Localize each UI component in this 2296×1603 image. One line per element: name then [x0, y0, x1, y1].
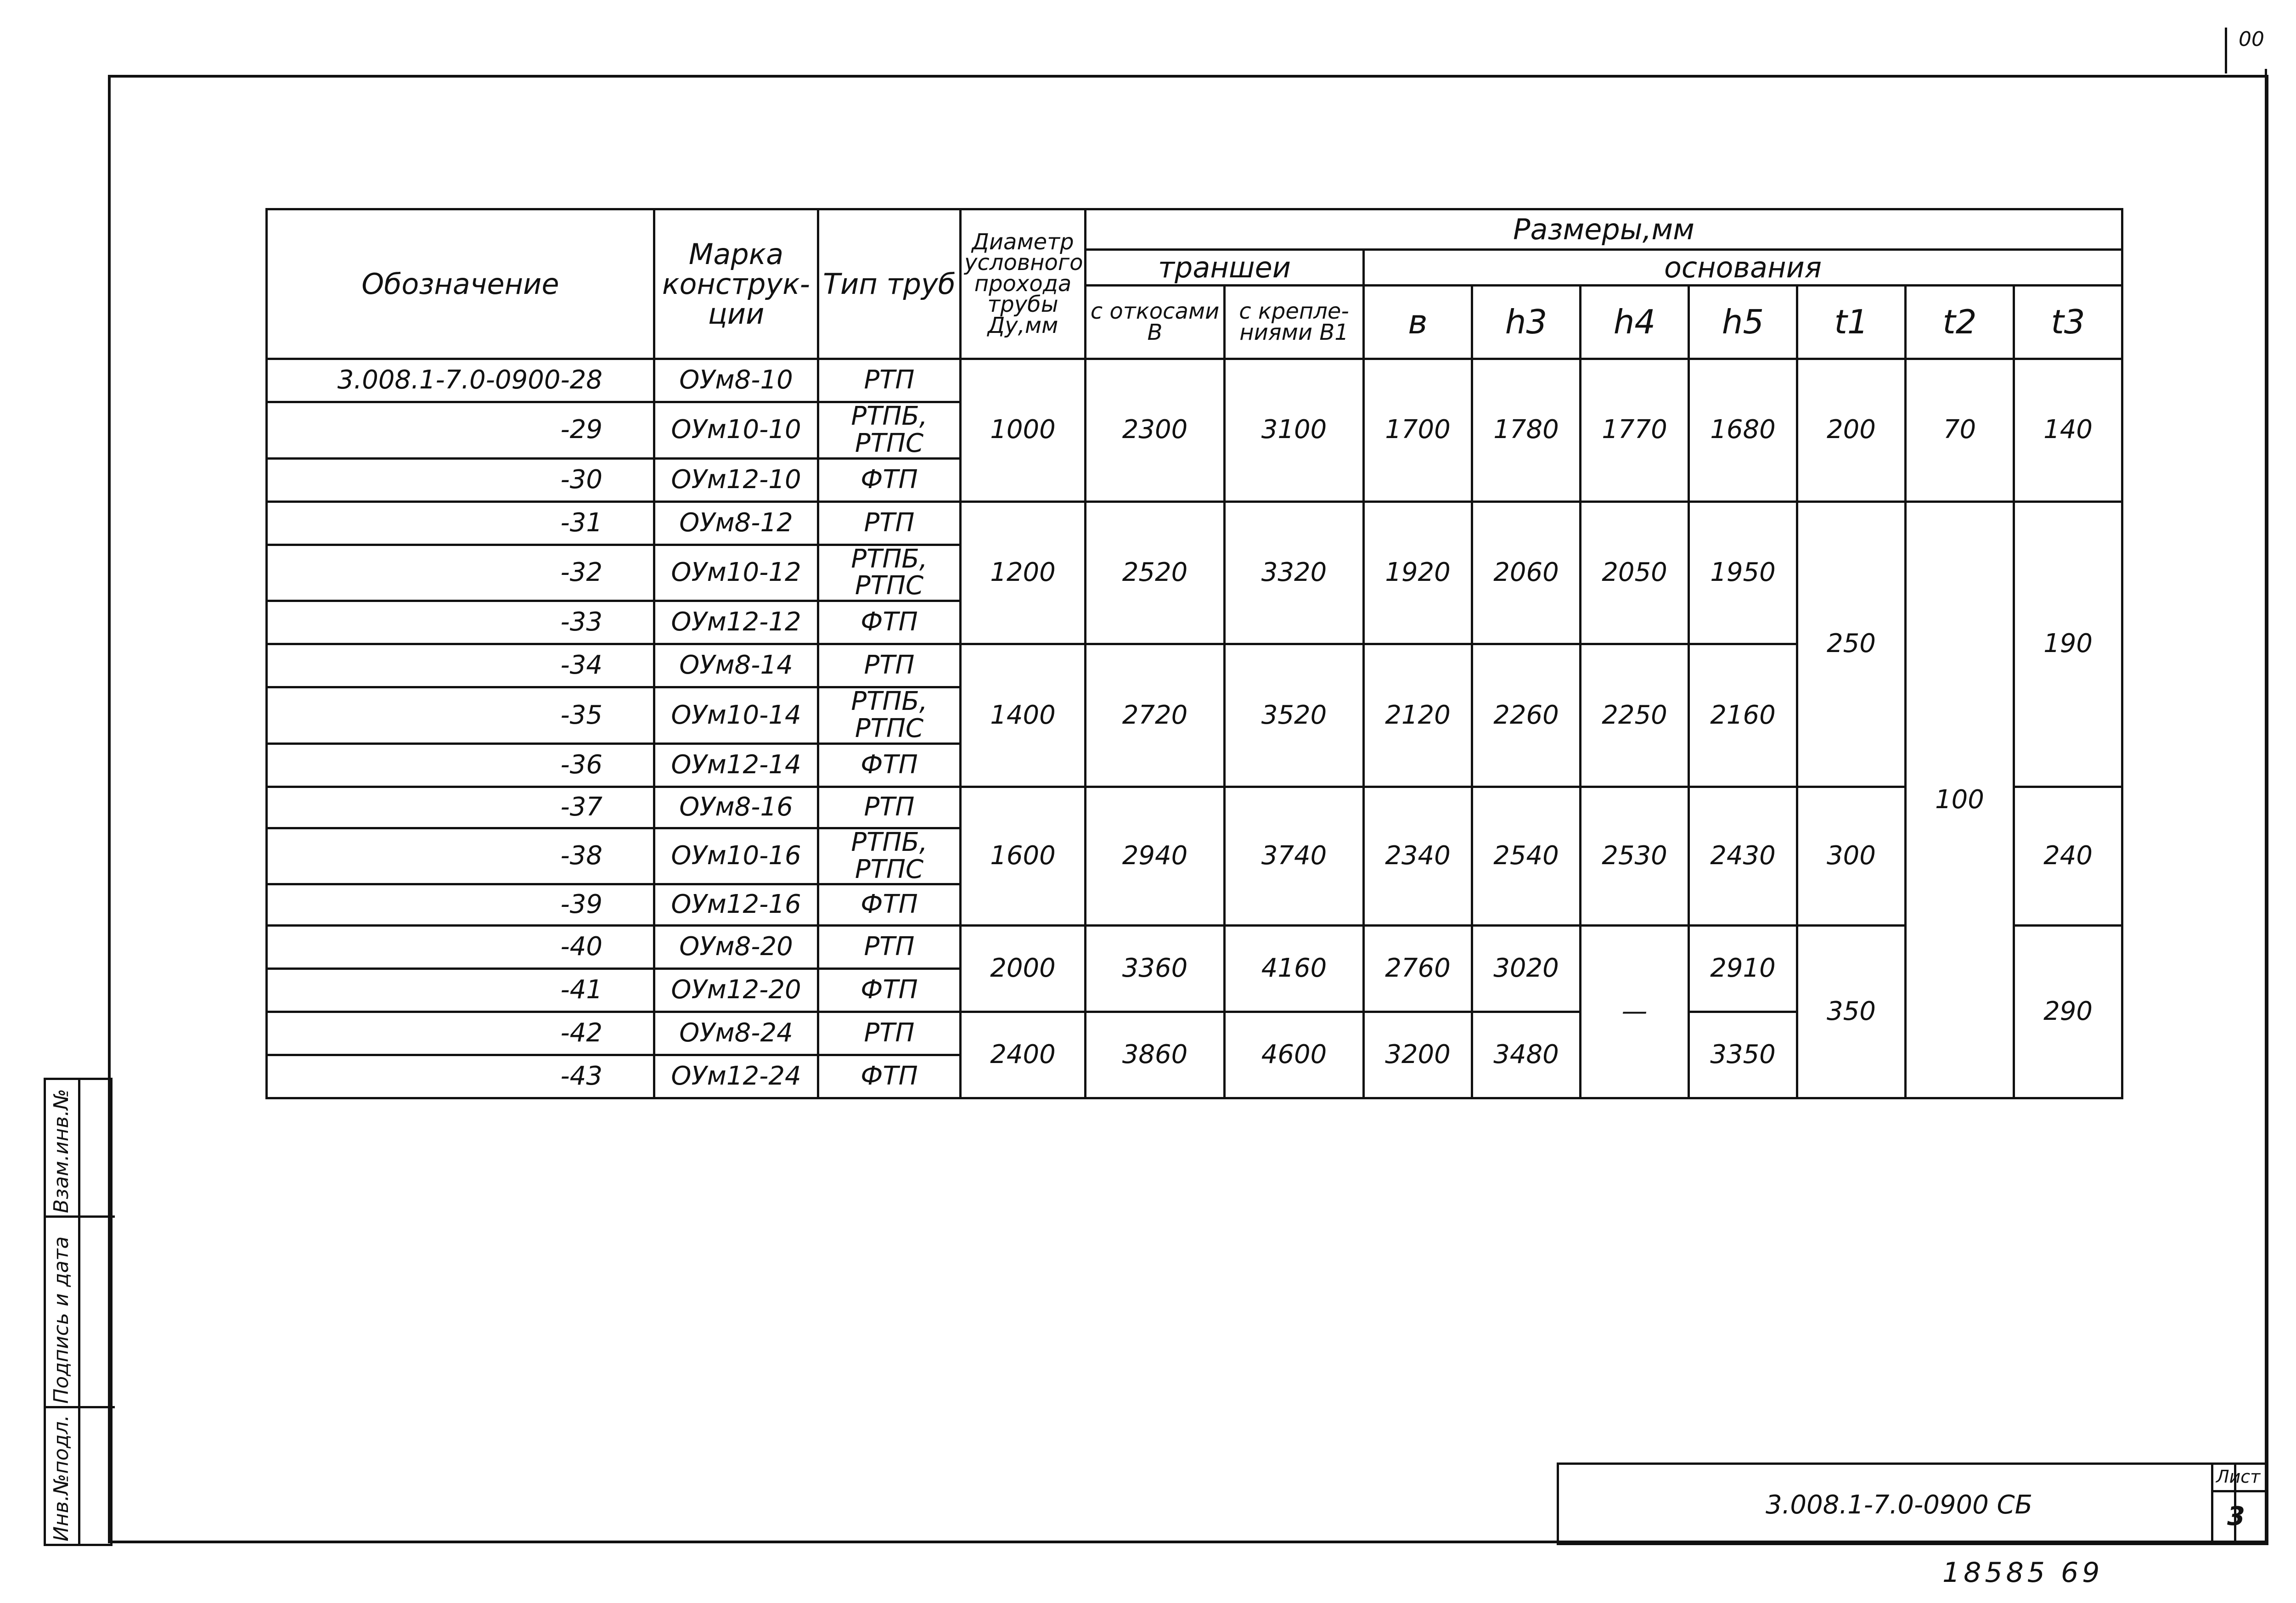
row-type: ФТП — [818, 458, 961, 501]
row-code: 3.008.1-7.0-0900-28 — [267, 359, 654, 402]
row-mark: ОУм12-16 — [654, 884, 818, 926]
sheet-separator — [2213, 1490, 2266, 1492]
header-t3: t3 — [2014, 286, 2122, 359]
header-t1: t1 — [1797, 286, 1906, 359]
sheet-box — [2211, 1462, 2268, 1545]
header-trench-fasteners: с крепле- ниями В1 — [1225, 286, 1364, 359]
row-mark: ОУм8-10 — [654, 359, 818, 402]
row-type: РТПБ, РТПС — [818, 402, 961, 459]
row-type: РТП — [818, 1012, 961, 1055]
cell-dn: 2400 — [961, 1012, 1086, 1098]
side-stamp-inv-label: Инв.№подл. — [50, 1415, 73, 1541]
row-mark: ОУм12-20 — [654, 969, 818, 1012]
row-code: -37 — [267, 787, 654, 828]
cell-h4: 2050 — [1581, 501, 1689, 644]
row-type: РТПБ, РТПС — [818, 687, 961, 744]
cell-h5: 1950 — [1689, 501, 1797, 644]
cell-b: 1920 — [1364, 501, 1472, 644]
row-code: -43 — [267, 1055, 654, 1098]
cell-dn: 1600 — [961, 787, 1086, 926]
cell-h3: 2260 — [1472, 644, 1581, 787]
cell-t1: 200 — [1797, 359, 1906, 502]
cell-B1: 3520 — [1225, 644, 1364, 787]
row-code: -31 — [267, 501, 654, 545]
cell-B1: 4600 — [1225, 1012, 1364, 1098]
cell-b: 3200 — [1364, 1012, 1472, 1098]
sheet-number: 3 — [2227, 1502, 2245, 1531]
cell-h3: 3480 — [1472, 1012, 1581, 1098]
cell-h4: 2530 — [1581, 787, 1689, 926]
title-block — [1557, 1462, 2236, 1545]
cell-t2: 70 — [1906, 359, 2014, 502]
cell-h3: 2060 — [1472, 501, 1581, 644]
cell-t1: 350 — [1797, 926, 1906, 1098]
row-mark: ОУм10-12 — [654, 545, 818, 601]
row-code: -34 — [267, 644, 654, 687]
side-stamp-signature-label: Подпись и дата — [50, 1236, 73, 1404]
header-h3: h3 — [1472, 286, 1581, 359]
table-row — [267, 501, 2122, 545]
side-stamp — [44, 1078, 113, 1546]
row-code: -32 — [267, 545, 654, 601]
row-code: -39 — [267, 884, 654, 926]
row-type: ФТП — [818, 884, 961, 926]
cell-B1: 3740 — [1225, 787, 1364, 926]
cell-b: 2340 — [1364, 787, 1472, 926]
cell-h5: 3350 — [1689, 1012, 1797, 1098]
cell-dn: 2000 — [961, 926, 1086, 1012]
cell-t3: 190 — [2014, 501, 2122, 787]
handwritten-note: 18585 69 — [1942, 1557, 2104, 1589]
row-code: -35 — [267, 687, 654, 744]
cell-B: 3360 — [1086, 926, 1225, 1012]
header-t2: t2 — [1906, 286, 2014, 359]
frame-right-line — [2265, 69, 2267, 1543]
row-code: -42 — [267, 1012, 654, 1055]
row-code: -41 — [267, 969, 654, 1012]
header-pipe-type: Тип труб — [818, 209, 961, 359]
row-code: -30 — [267, 458, 654, 501]
sheet-label: Лист — [2216, 1467, 2261, 1487]
cell-h5: 2910 — [1689, 926, 1797, 1012]
header-h4: h4 — [1581, 286, 1689, 359]
cell-B1: 4160 — [1225, 926, 1364, 1012]
cell-t3: 290 — [2014, 926, 2122, 1098]
header-h5: h5 — [1689, 286, 1797, 359]
header-trench: траншеи — [1086, 250, 1364, 286]
header-base: основания — [1364, 250, 2122, 286]
table-row — [267, 359, 2122, 402]
row-type: РТПБ, РТПС — [818, 545, 961, 601]
row-type: ФТП — [818, 1055, 961, 1098]
cell-h3: 1780 — [1472, 359, 1581, 502]
header-diameter: Диаметр условного прохода трубы Ду,мм — [961, 209, 1086, 359]
header-dimensions: Размеры,мм — [1086, 209, 2122, 250]
table-row — [267, 926, 2122, 969]
cell-dn: 1200 — [961, 501, 1086, 644]
row-mark: ОУм8-24 — [654, 1012, 818, 1055]
side-stamp-replacement-label: Взам.инв.№ — [50, 1089, 73, 1213]
row-mark: ОУм10-16 — [654, 828, 818, 884]
row-type: РТПБ, РТПС — [818, 828, 961, 884]
cell-B: 2720 — [1086, 644, 1225, 787]
cell-B1: 3100 — [1225, 359, 1364, 502]
row-code: -40 — [267, 926, 654, 969]
cell-h5: 1680 — [1689, 359, 1797, 502]
row-mark: ОУм8-12 — [654, 501, 818, 545]
header-trench-slopes: с откосами В — [1086, 286, 1225, 359]
cell-B: 2300 — [1086, 359, 1225, 502]
row-code: -29 — [267, 402, 654, 459]
cell-B1: 3320 — [1225, 501, 1364, 644]
row-mark: ОУм8-20 — [654, 926, 818, 969]
row-mark: ОУм10-14 — [654, 687, 818, 744]
row-mark: ОУм12-24 — [654, 1055, 818, 1098]
row-type: ФТП — [818, 601, 961, 644]
cell-t1: 250 — [1797, 501, 1906, 787]
cell-b: 2760 — [1364, 926, 1472, 1012]
cell-h4-dash: — — [1581, 926, 1689, 1098]
cell-t1: 300 — [1797, 787, 1906, 926]
row-type: РТП — [818, 926, 961, 969]
cell-h4: 1770 — [1581, 359, 1689, 502]
cell-h3: 2540 — [1472, 787, 1581, 926]
row-mark: ОУм10-10 — [654, 402, 818, 459]
cell-t3: 140 — [2014, 359, 2122, 502]
row-type: РТП — [818, 359, 961, 402]
side-stamp-divider — [78, 1080, 80, 1544]
cell-b: 1700 — [1364, 359, 1472, 502]
row-mark: ОУм12-12 — [654, 601, 818, 644]
dimensions-table — [265, 208, 2123, 1099]
row-mark: ОУм8-14 — [654, 644, 818, 687]
cell-b: 2120 — [1364, 644, 1472, 787]
header-b: в — [1364, 286, 1472, 359]
table-row — [267, 787, 2122, 828]
row-type: РТП — [818, 787, 961, 828]
header-designation: Обозначение — [267, 209, 654, 359]
cell-h5: 2430 — [1689, 787, 1797, 926]
corner-mark: 00 — [2225, 28, 2280, 73]
cell-t3: 240 — [2014, 787, 2122, 926]
row-mark: ОУм8-16 — [654, 787, 818, 828]
cell-h3: 3020 — [1472, 926, 1581, 1012]
cell-h5: 2160 — [1689, 644, 1797, 787]
cell-B: 2520 — [1086, 501, 1225, 644]
row-code: -38 — [267, 828, 654, 884]
row-type: РТП — [818, 501, 961, 545]
cell-dn: 1000 — [961, 359, 1086, 502]
cell-t2: 100 — [1906, 501, 2014, 1098]
row-code: -33 — [267, 601, 654, 644]
header-mark: Марка конструк- ции — [654, 209, 818, 359]
row-type: РТП — [818, 644, 961, 687]
row-code: -36 — [267, 743, 654, 787]
row-type: ФТП — [818, 743, 961, 787]
row-mark: ОУм12-14 — [654, 743, 818, 787]
cell-dn: 1400 — [961, 644, 1086, 787]
document-code: 3.008.1-7.0-0900 СБ — [1766, 1490, 2033, 1520]
cell-B: 3860 — [1086, 1012, 1225, 1098]
cell-B: 2940 — [1086, 787, 1225, 926]
cell-h4: 2250 — [1581, 644, 1689, 787]
row-mark: ОУм12-10 — [654, 458, 818, 501]
row-type: ФТП — [818, 969, 961, 1012]
